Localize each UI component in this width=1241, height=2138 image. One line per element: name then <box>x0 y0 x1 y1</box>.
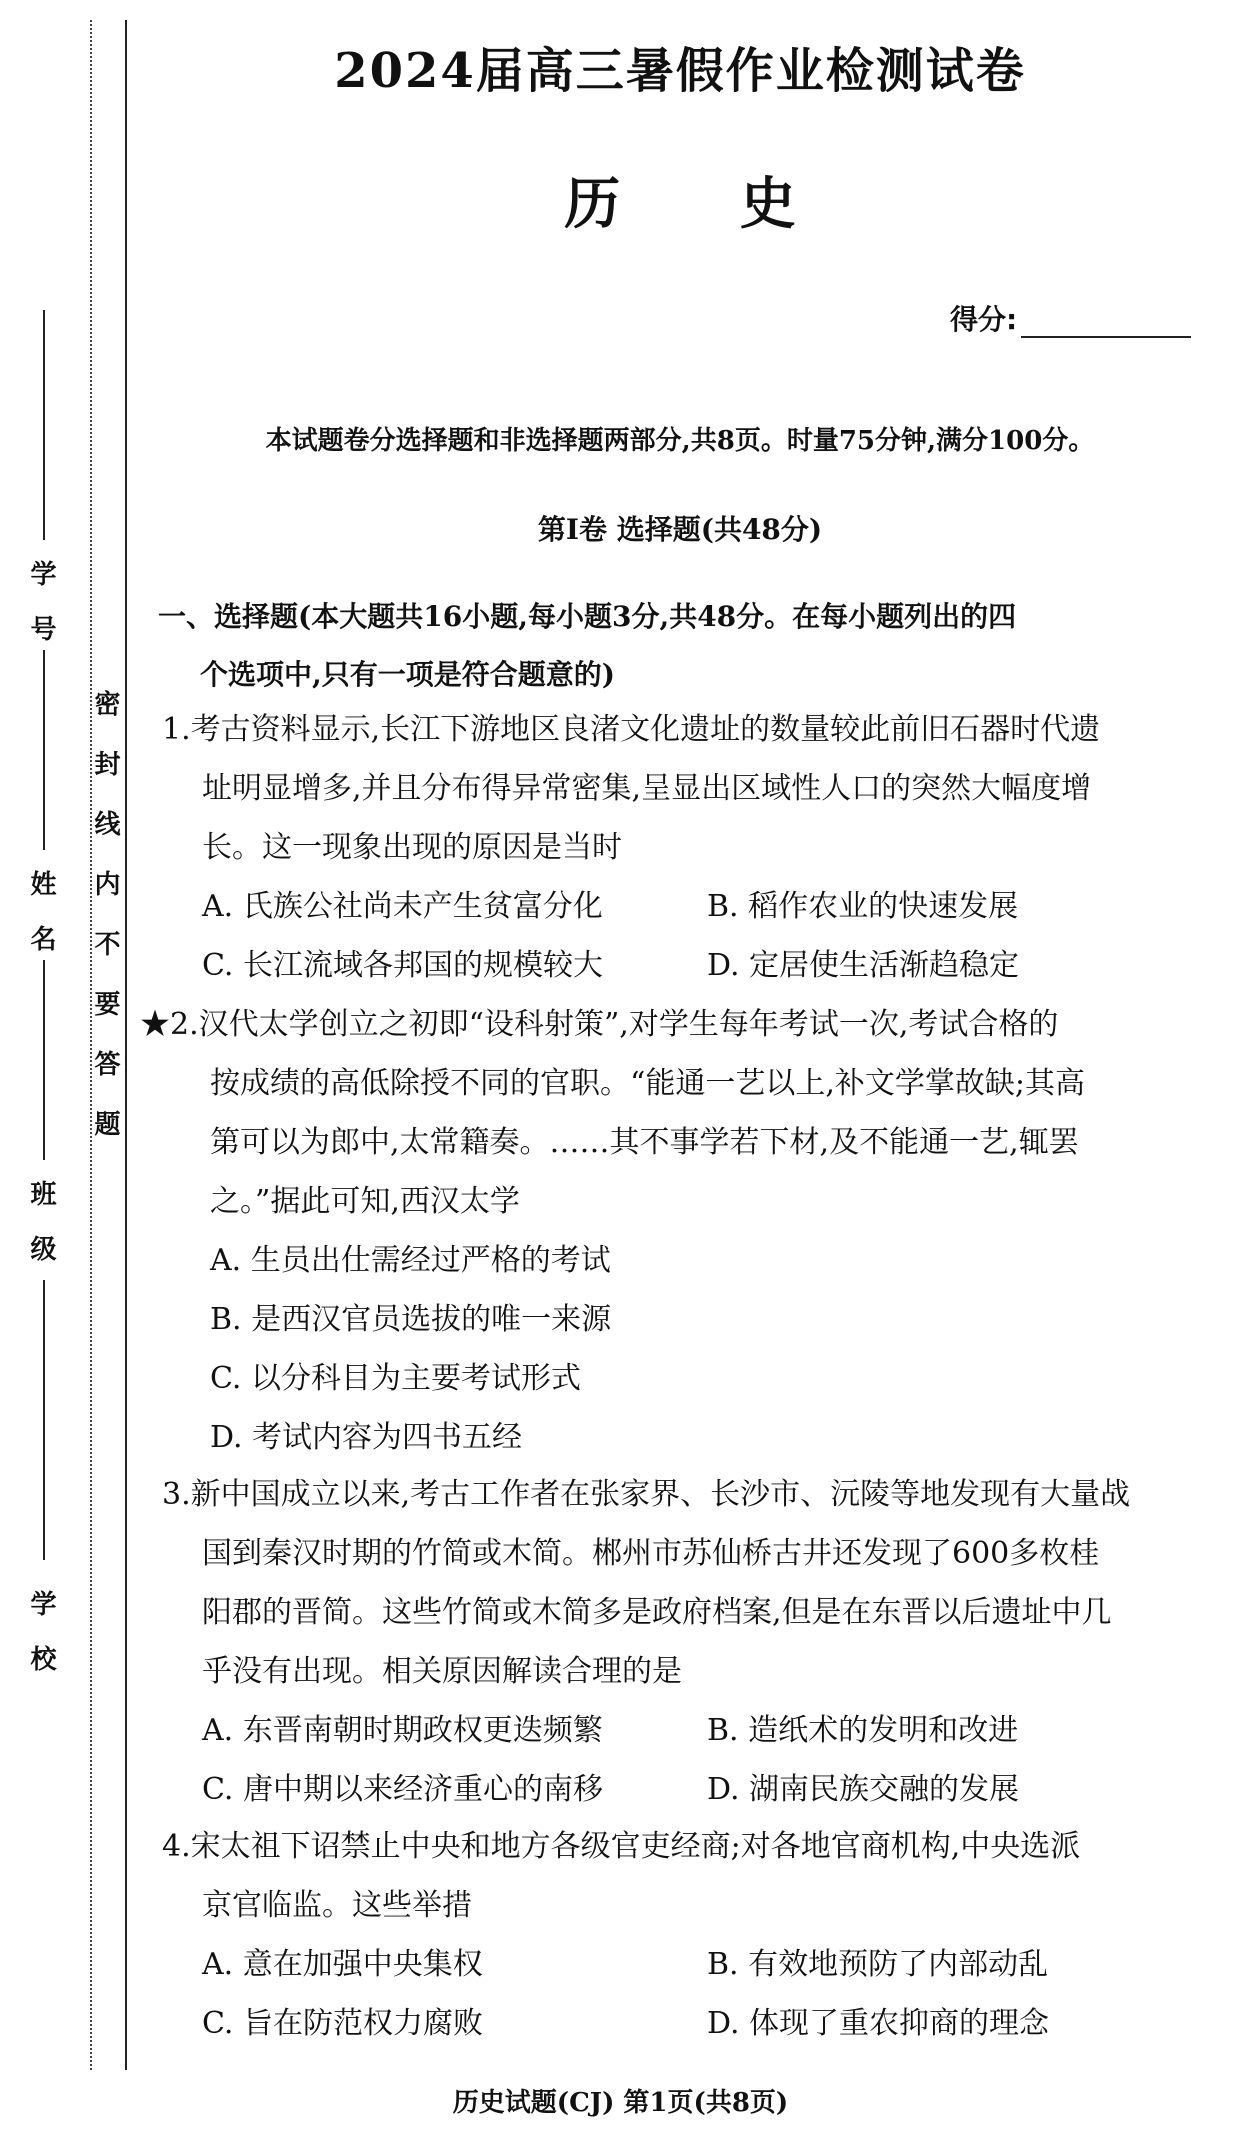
question-2-stem-line4: 之。”据此可知,西汉太学 <box>210 1184 520 1219</box>
score-label: 得分: <box>950 303 1018 336</box>
part-title: 第Ⅰ卷 选择题(共48分) <box>537 513 823 546</box>
question-2-stem-line1: ★2.汉代太学创立之初即“设科射策”,对学生每年考试一次,考试合格的 <box>140 1007 1059 1042</box>
id-underline <box>43 310 45 540</box>
exam-title: 2024届高三暑假作业检测试卷 <box>334 43 1026 99</box>
question-3-stem-line4: 乎没有出现。相关原因解读合理的是 <box>202 1654 682 1689</box>
question-1-options-row1 <box>162 877 1212 936</box>
question-3-options-row1 <box>162 1701 1212 1760</box>
question-4-option-c[interactable]: C. 旨在防范权力腐败 <box>202 2006 483 2041</box>
question-4-stem-line1: 4.宋太祖下诏禁止中央和地方各级官吏经商;对各地官商机构,中央选派 <box>162 1829 1081 1864</box>
question-4-options-row1 <box>162 1935 1212 1994</box>
question-3-stem-line3: 阳郡的晋简。这些竹简或木简多是政府档案,但是在东晋以后遗址中几 <box>202 1595 1112 1630</box>
seal-warning-text: 密封线内不要答题 <box>90 690 120 1170</box>
question-3-option-a[interactable]: A. 东晋南朝时期政权更迭频繁 <box>202 1713 603 1748</box>
question-1-option-d[interactable]: D. 定居使生活渐趋稳定 <box>707 948 1020 983</box>
question-4-option-d[interactable]: D. 体现了重农抑商的理念 <box>707 2006 1050 2041</box>
name-underline <box>43 650 45 850</box>
question-4-option-b[interactable]: B. 有效地预防了内部动乱 <box>707 1947 1049 1982</box>
question-3-option-d[interactable]: D. 湖南民族交融的发展 <box>707 1772 1020 1807</box>
subject-title: 历 史 <box>564 171 846 237</box>
score-blank[interactable] <box>1021 308 1191 338</box>
question-4 <box>162 1817 1212 2053</box>
school-label: 学 校 <box>26 1590 56 1682</box>
school-underline <box>43 1280 45 1560</box>
question-1-options-row2 <box>162 936 1212 995</box>
page-footer: 历史试题(CJ) 第1页(共8页) <box>452 2088 789 2118</box>
id-label: 学 号 <box>26 560 56 652</box>
question-1 <box>162 700 1212 995</box>
question-3-stem-line2: 国到秦汉时期的竹简或木简。郴州市苏仙桥古井还发现了600多枚桂 <box>202 1536 1100 1571</box>
section-heading <box>158 588 1208 704</box>
question-2-option-a[interactable]: A. 生员出仕需经过严格的考试 <box>210 1243 611 1278</box>
section-heading-line1: 一、选择题(本大题共16小题,每小题3分,共48分。在每小题列出的四 <box>158 600 1017 633</box>
question-4-options-row2 <box>162 1994 1212 2053</box>
question-2 <box>140 995 1190 1467</box>
score-field <box>950 298 1191 338</box>
seal-solid-line <box>125 20 127 2070</box>
question-3-option-c[interactable]: C. 唐中期以来经济重心的南移 <box>202 1772 603 1807</box>
question-3-option-b[interactable]: B. 造纸术的发明和改进 <box>707 1713 1019 1748</box>
question-2-stem-line3: 第可以为郎中,太常籍奏。……其不事学若下材,及不能通一艺,辄罢 <box>210 1125 1079 1160</box>
question-1-option-a[interactable]: A. 氏族公社尚未产生贫富分化 <box>202 889 603 924</box>
section-heading-line2: 个选项中,只有一项是符合题意的) <box>200 658 615 691</box>
question-4-option-a[interactable]: A. 意在加强中央集权 <box>202 1947 483 1982</box>
question-1-stem-line3: 长。这一现象出现的原因是当时 <box>202 830 622 865</box>
question-1-stem-line2: 址明显增多,并且分布得异常密集,呈显出区域性人口的突然大幅度增 <box>202 771 1092 806</box>
class-label: 班 级 <box>26 1180 56 1272</box>
question-4-stem-line2: 京官临监。这些举措 <box>202 1888 472 1923</box>
question-3-options-row2 <box>162 1760 1212 1819</box>
name-label: 姓 名 <box>26 870 56 962</box>
class-underline <box>43 960 45 1160</box>
question-2-option-c[interactable]: C. 以分科目为主要考试形式 <box>210 1361 581 1396</box>
question-1-option-c[interactable]: C. 长江流域各邦国的规模较大 <box>202 948 603 983</box>
question-1-option-b[interactable]: B. 稻作农业的快速发展 <box>707 889 1019 924</box>
question-2-option-b[interactable]: B. 是西汉官员选拔的唯一来源 <box>210 1302 612 1337</box>
question-2-option-d[interactable]: D. 考试内容为四书五经 <box>210 1420 523 1455</box>
binding-margin <box>0 0 140 2138</box>
question-3 <box>162 1465 1212 1819</box>
exam-instructions: 本试题卷分选择题和非选择题两部分,共8页。时量75分钟,满分100分。 <box>265 426 1095 456</box>
question-3-stem-line1: 3.新中国成立以来,考古工作者在张家界、长沙市、沅陵等地发现有大量战 <box>162 1477 1131 1512</box>
question-2-stem-line2: 按成绩的高低除授不同的官职。“能通一艺以上,补文学掌故缺;其高 <box>210 1066 1085 1101</box>
question-1-stem-line1: 1.考古资料显示,长江下游地区良渚文化遗址的数量较此前旧石器时代遗 <box>162 712 1101 747</box>
